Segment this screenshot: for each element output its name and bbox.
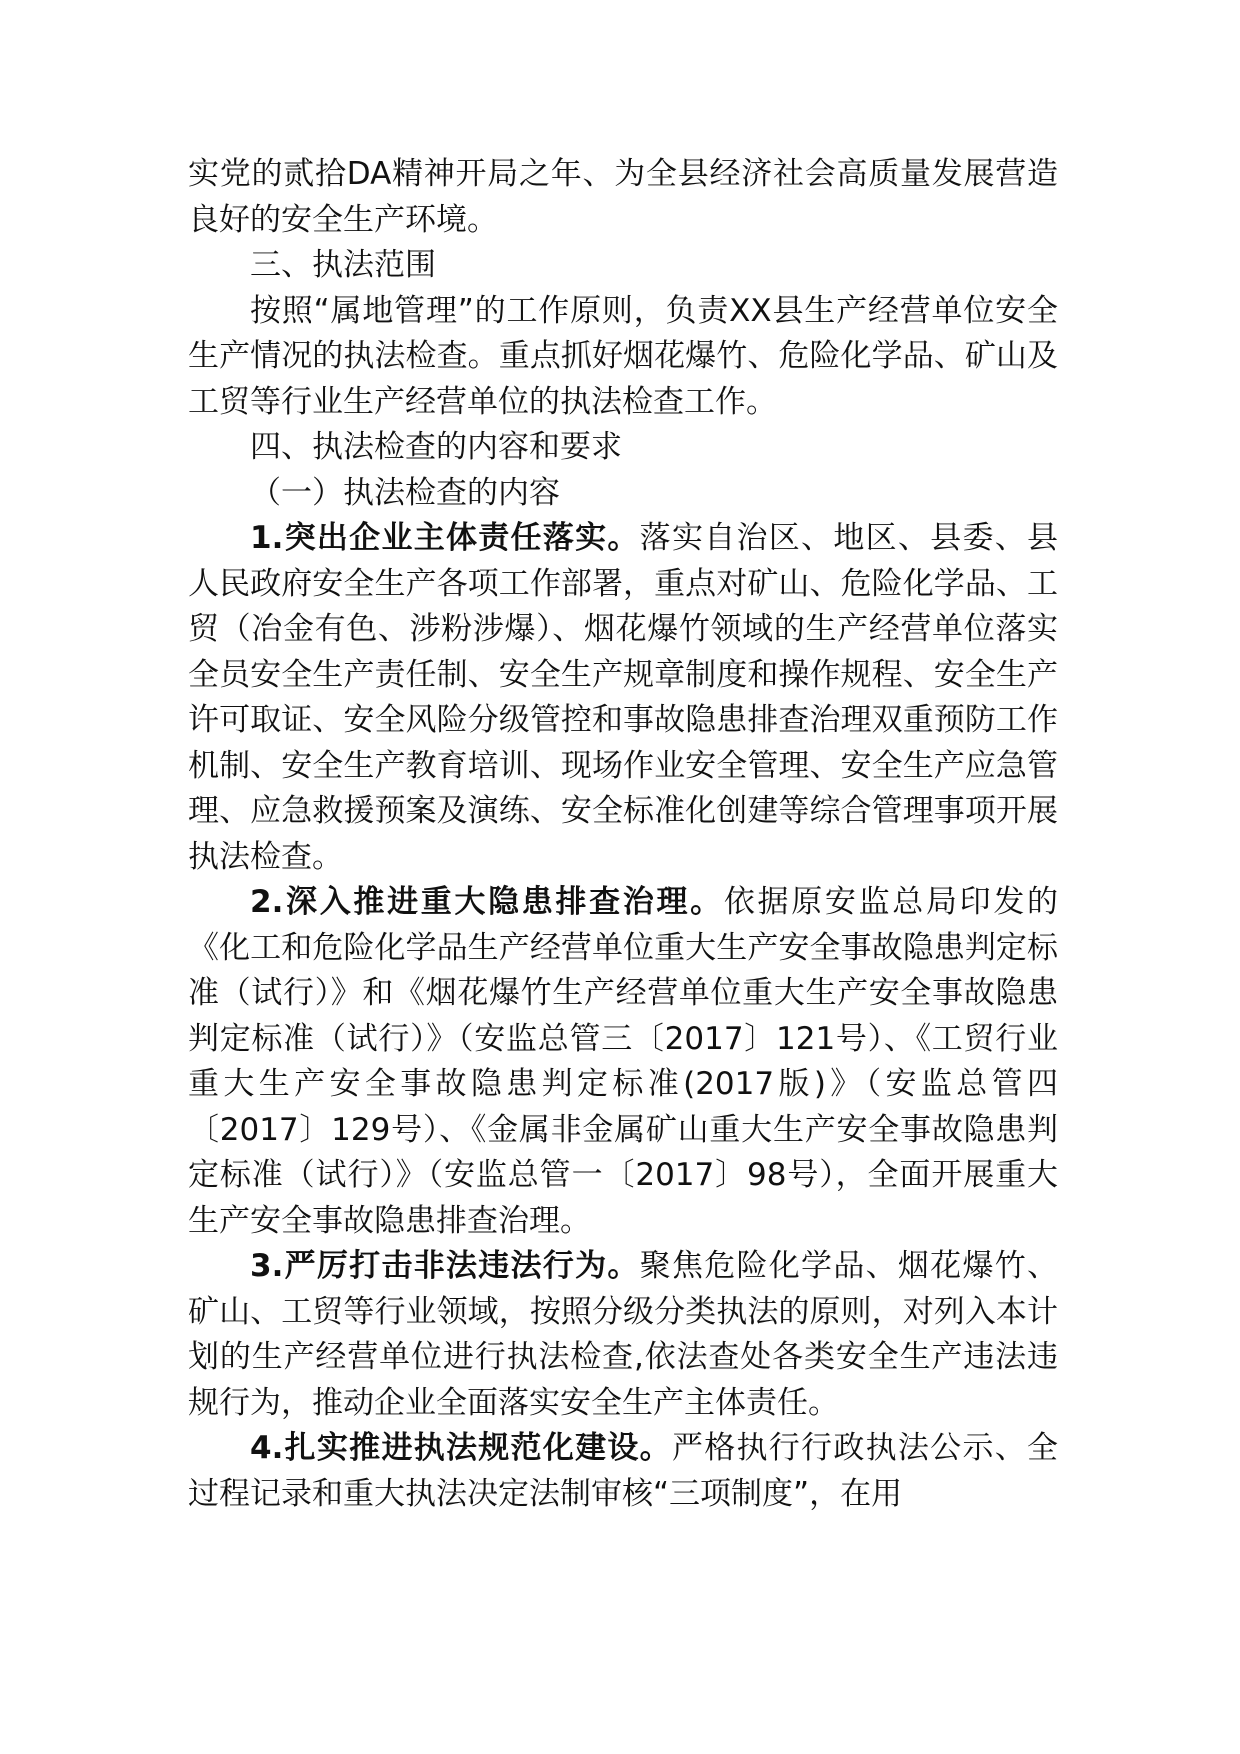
item-2-paragraph [188,880,1058,1244]
item-3-body: 聚焦危险化学品、烟花爆竹、矿山、工贸等行业领域，按照分级分类执法的原则，对列入本计划的生产经营单位进行执法检查,依法查处各类安全生产违法违规行为，推动企业全面落实安全生产主体责任。 [188,1248,1058,1421]
section-4-subheading-1: （一）执法检查的内容 [250,474,560,511]
item-4-body: 严格执行行政执法公示、全过程记录和重大执法决定法制审核“三项制度”，在用 [188,1430,1058,1512]
item-3-paragraph [188,1244,1058,1426]
document-page [188,152,1058,1517]
intro-continuation: 实党的贰拾DA精神开局之年、为全县经济社会高质量发展营造良好的安全生产环境。 [188,156,1058,238]
item-1-paragraph [188,516,1058,880]
item-2-body: 依据原安监总局印发的《化工和危险化学品生产经营单位重大生产安全事故隐患判定标准（试行）》和《烟花爆竹生产经营单位重大生产安全事故隐患判定标准（试行）》（安监总管三〔2017〕121号）、《工贸行业重大生产安全事故隐患判定标准(2017版)》（安监总管四〔2017〕129号）、《金属非金属矿山重大生产安全事故隐患判定标准（试行）》（安监总管一〔2017〕98号），全面开展重大生产安全事故隐患排查治理。 [188,884,1058,1239]
item-1-lead: 1.突出企业主体责任落实。 [250,520,640,556]
section-3-heading: 三、执法范围 [250,247,436,283]
item-3-lead: 3.严厉打击非法违法行为。 [250,1248,640,1284]
item-4-paragraph [188,1426,1058,1517]
item-1-body: 落实自治区、地区、县委、县人民政府安全生产各项工作部署，重点对矿山、危险化学品、工贸（冶金有色、涉粉涉爆）、烟花爆竹领域的生产经营单位落实全员安全生产责任制、安全生产规章制度和操作规程、安全生产许可取证、安全风险分级管控和事故隐患排查治理双重预防工作机制、安全生产教育培训、现场作业安全管理、安全生产应急管理、应急救援预案及演练、安全标准化创建等综合管理事项开展执法检查。 [188,520,1058,875]
item-4-lead: 4.扎实推进执法规范化建设。 [250,1430,672,1466]
section-4-heading: 四、执法检查的内容和要求 [250,429,622,465]
section-3-body: 按照“属地管理”的工作原则，负责XX县生产经营单位安全生产情况的执法检查。重点抓好烟花爆竹、危险化学品、矿山及工贸等行业生产经营单位的执法检查工作。 [188,292,1058,420]
item-2-lead: 2.深入推进重大隐患排查治理。 [250,884,724,920]
